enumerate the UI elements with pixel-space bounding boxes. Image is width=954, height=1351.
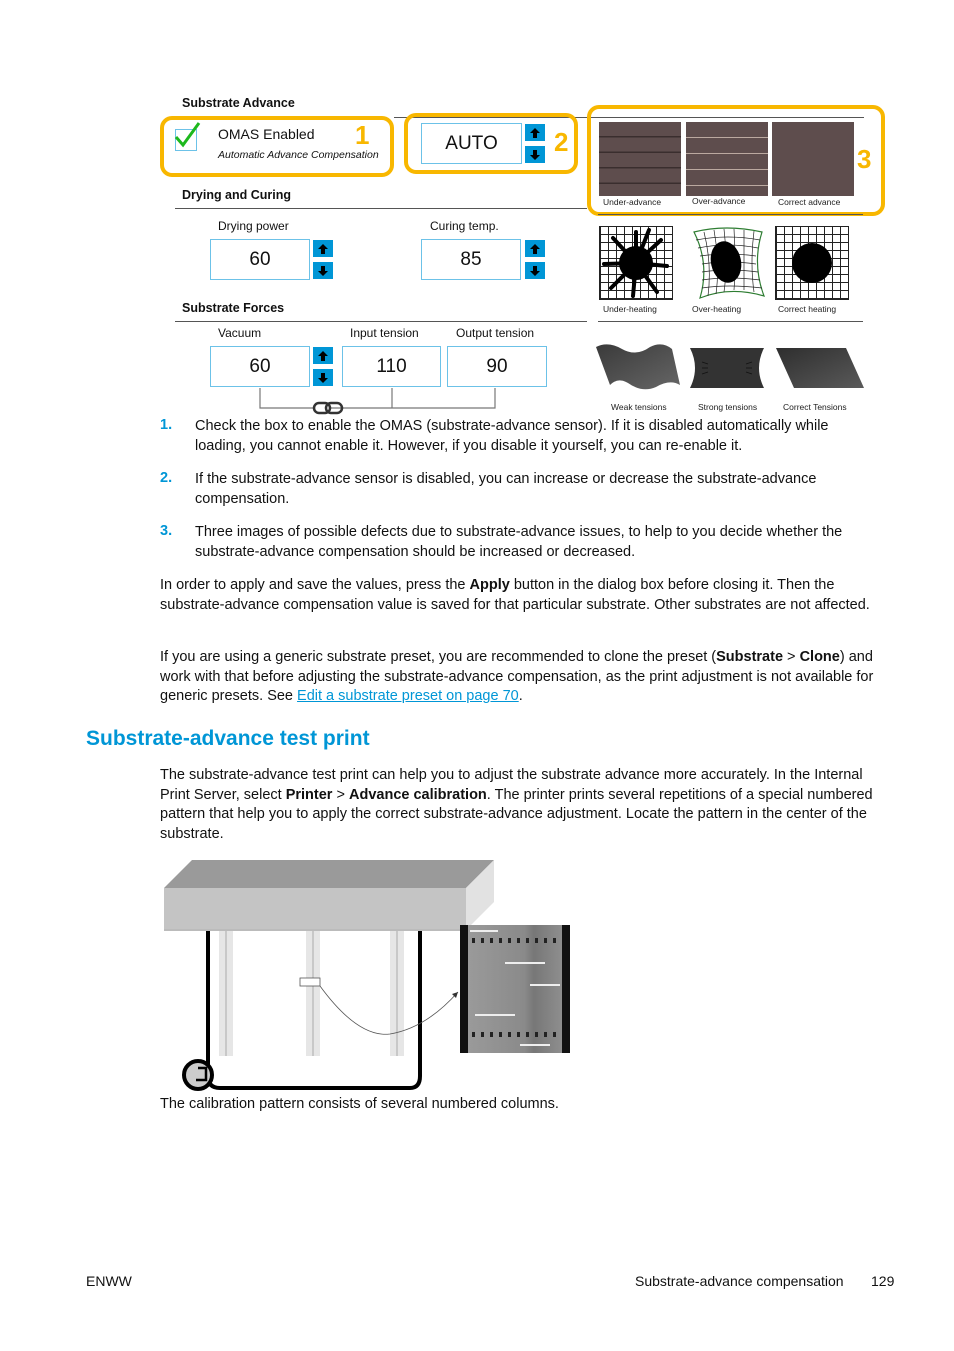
omas-label: OMAS Enabled <box>218 126 315 142</box>
output-tension-label: Output tension <box>456 326 535 340</box>
text: > <box>332 786 349 803</box>
advance-compensation-field[interactable]: AUTO <box>421 123 522 164</box>
caption-weak-tensions: Weak tensions <box>611 402 667 412</box>
arrow-down-icon <box>317 372 329 384</box>
text: . The printer prints several repetitions of a special numbered pattern that help you to apply the correct substrate-advance adjustment. Locate the pattern in the center of the substrate. <box>160 786 873 842</box>
caption-over-advance: Over-advance <box>692 196 746 206</box>
text: . <box>518 688 523 704</box>
figure-caption: The calibration pattern consists of several numbered columns. <box>160 1096 559 1112</box>
test-print-paragraph <box>160 766 880 844</box>
drying-power-label: Drying power <box>218 219 289 233</box>
under-heating-image <box>599 226 673 300</box>
section-title-drying-curing: Drying and Curing <box>182 188 292 202</box>
caption-under-advance: Under-advance <box>603 197 662 207</box>
apply-paragraph <box>160 576 880 615</box>
omas-sublabel: Automatic Advance Compensation <box>218 149 379 161</box>
over-advance-image <box>686 122 768 196</box>
weak-tensions-image <box>594 343 682 391</box>
text: If you are using a generic substrate preset, you are recommended to clone the preset ( <box>160 649 717 665</box>
substrate-term: Substrate <box>716 649 784 665</box>
advance-decrease-button[interactable] <box>525 146 545 163</box>
text: The substrate-advance test print can help you to adjust the substrate advance more accurately. In the Internal Print Server, select <box>160 767 863 803</box>
strong-tensions-image <box>688 348 766 388</box>
callout-number-3: 3 <box>857 144 872 174</box>
section-title-substrate-advance: Substrate Advance <box>182 96 295 110</box>
curing-temp-increase-button[interactable] <box>525 240 545 257</box>
footer-left: ENWW <box>86 1273 132 1289</box>
arrow-down-icon <box>529 149 541 161</box>
text: button in the dialog box before closing it. Then the substrate-advance compensation value is saved for that particular substrate. Other substrates are not affected. <box>160 577 870 613</box>
arrow-up-icon <box>529 243 541 255</box>
edit-substrate-preset-link[interactable]: Edit a substrate preset on page 70 <box>297 688 519 704</box>
caption-correct-tensions: Correct Tensions <box>783 402 847 412</box>
text: > <box>783 649 800 665</box>
correct-tensions-image <box>774 348 866 388</box>
apply-term: Apply <box>469 577 510 593</box>
input-tension-label: Input tension <box>350 326 419 340</box>
divider <box>598 214 863 215</box>
arrow-up-icon <box>317 350 329 362</box>
text: ) and work with that before adjusting the substrate-advance compensation, as the print adjustment is not available for generic presets. See <box>160 649 874 704</box>
arrow-down-icon <box>529 265 541 277</box>
list-number: 2. <box>160 470 173 486</box>
divider <box>175 208 587 209</box>
arrow-down-icon <box>317 265 329 277</box>
correct-advance-image <box>772 122 854 196</box>
page-number: 129 <box>871 1273 895 1289</box>
divider <box>598 321 863 322</box>
caption-strong-tensions: Strong tensions <box>698 402 758 412</box>
generic-preset-paragraph <box>160 648 880 707</box>
caption-correct-heating: Correct heating <box>778 304 837 314</box>
input-tension-field[interactable]: 110 <box>342 346 441 387</box>
curing-temp-field[interactable]: 85 <box>421 239 521 280</box>
advance-calibration-term: Advance calibration <box>349 786 487 803</box>
caption-correct-advance: Correct advance <box>778 197 841 207</box>
clone-term: Clone <box>799 649 840 665</box>
list-item-text: Three images of possible defects due to substrate-advance issues, to help to you decide whether the substrate-advance compensation should be increased or decreased. <box>195 524 843 560</box>
curing-temp-decrease-button[interactable] <box>525 262 545 279</box>
vacuum-increase-button[interactable] <box>313 347 333 364</box>
footer-chapter-title: Substrate-advance compensation <box>635 1273 844 1289</box>
divider <box>175 321 587 322</box>
vacuum-decrease-button[interactable] <box>313 369 333 386</box>
calibration-pattern-image <box>460 925 570 1053</box>
drying-power-decrease-button[interactable] <box>313 262 333 279</box>
arrow-up-icon <box>317 243 329 255</box>
drying-power-increase-button[interactable] <box>313 240 333 257</box>
omas-checkbox[interactable] <box>175 129 197 151</box>
text: In order to apply and save the values, press the <box>160 577 470 593</box>
callout-number-2: 2 <box>554 127 569 157</box>
section-title-substrate-forces: Substrate Forces <box>182 301 285 315</box>
vacuum-field[interactable]: 60 <box>210 346 310 387</box>
under-advance-image <box>599 122 681 196</box>
arrow-up-icon <box>529 127 541 139</box>
caption-under-heating: Under-heating <box>603 304 657 314</box>
over-heating-image <box>686 226 768 300</box>
list-item-text: If the substrate-advance sensor is disabled, you can increase or decrease the substrate-advance compensation. <box>195 471 817 507</box>
list-item-text: Check the box to enable the OMAS (substrate-advance sensor). If it is disabled automatically while loading, you cannot enable it. However, if you disable it yourself, you can re-enable it. <box>195 418 829 454</box>
drying-power-field[interactable]: 60 <box>210 239 310 280</box>
printer-term: Printer <box>285 786 333 803</box>
output-tension-field[interactable]: 90 <box>447 346 547 387</box>
caption-over-heating: Over-heating <box>692 304 742 314</box>
curing-temp-label: Curing temp. <box>430 219 499 233</box>
tension-link-connector <box>255 386 505 416</box>
vacuum-label: Vacuum <box>218 326 262 340</box>
section-heading: Substrate-advance test print <box>86 727 370 750</box>
correct-heating-image <box>775 226 849 300</box>
list-number: 1. <box>160 417 173 433</box>
link-icon[interactable] <box>312 400 344 416</box>
callout-number-1: 1 <box>355 120 370 150</box>
checkmark-icon <box>173 121 203 149</box>
advance-increase-button[interactable] <box>525 124 545 141</box>
list-number: 3. <box>160 523 173 539</box>
